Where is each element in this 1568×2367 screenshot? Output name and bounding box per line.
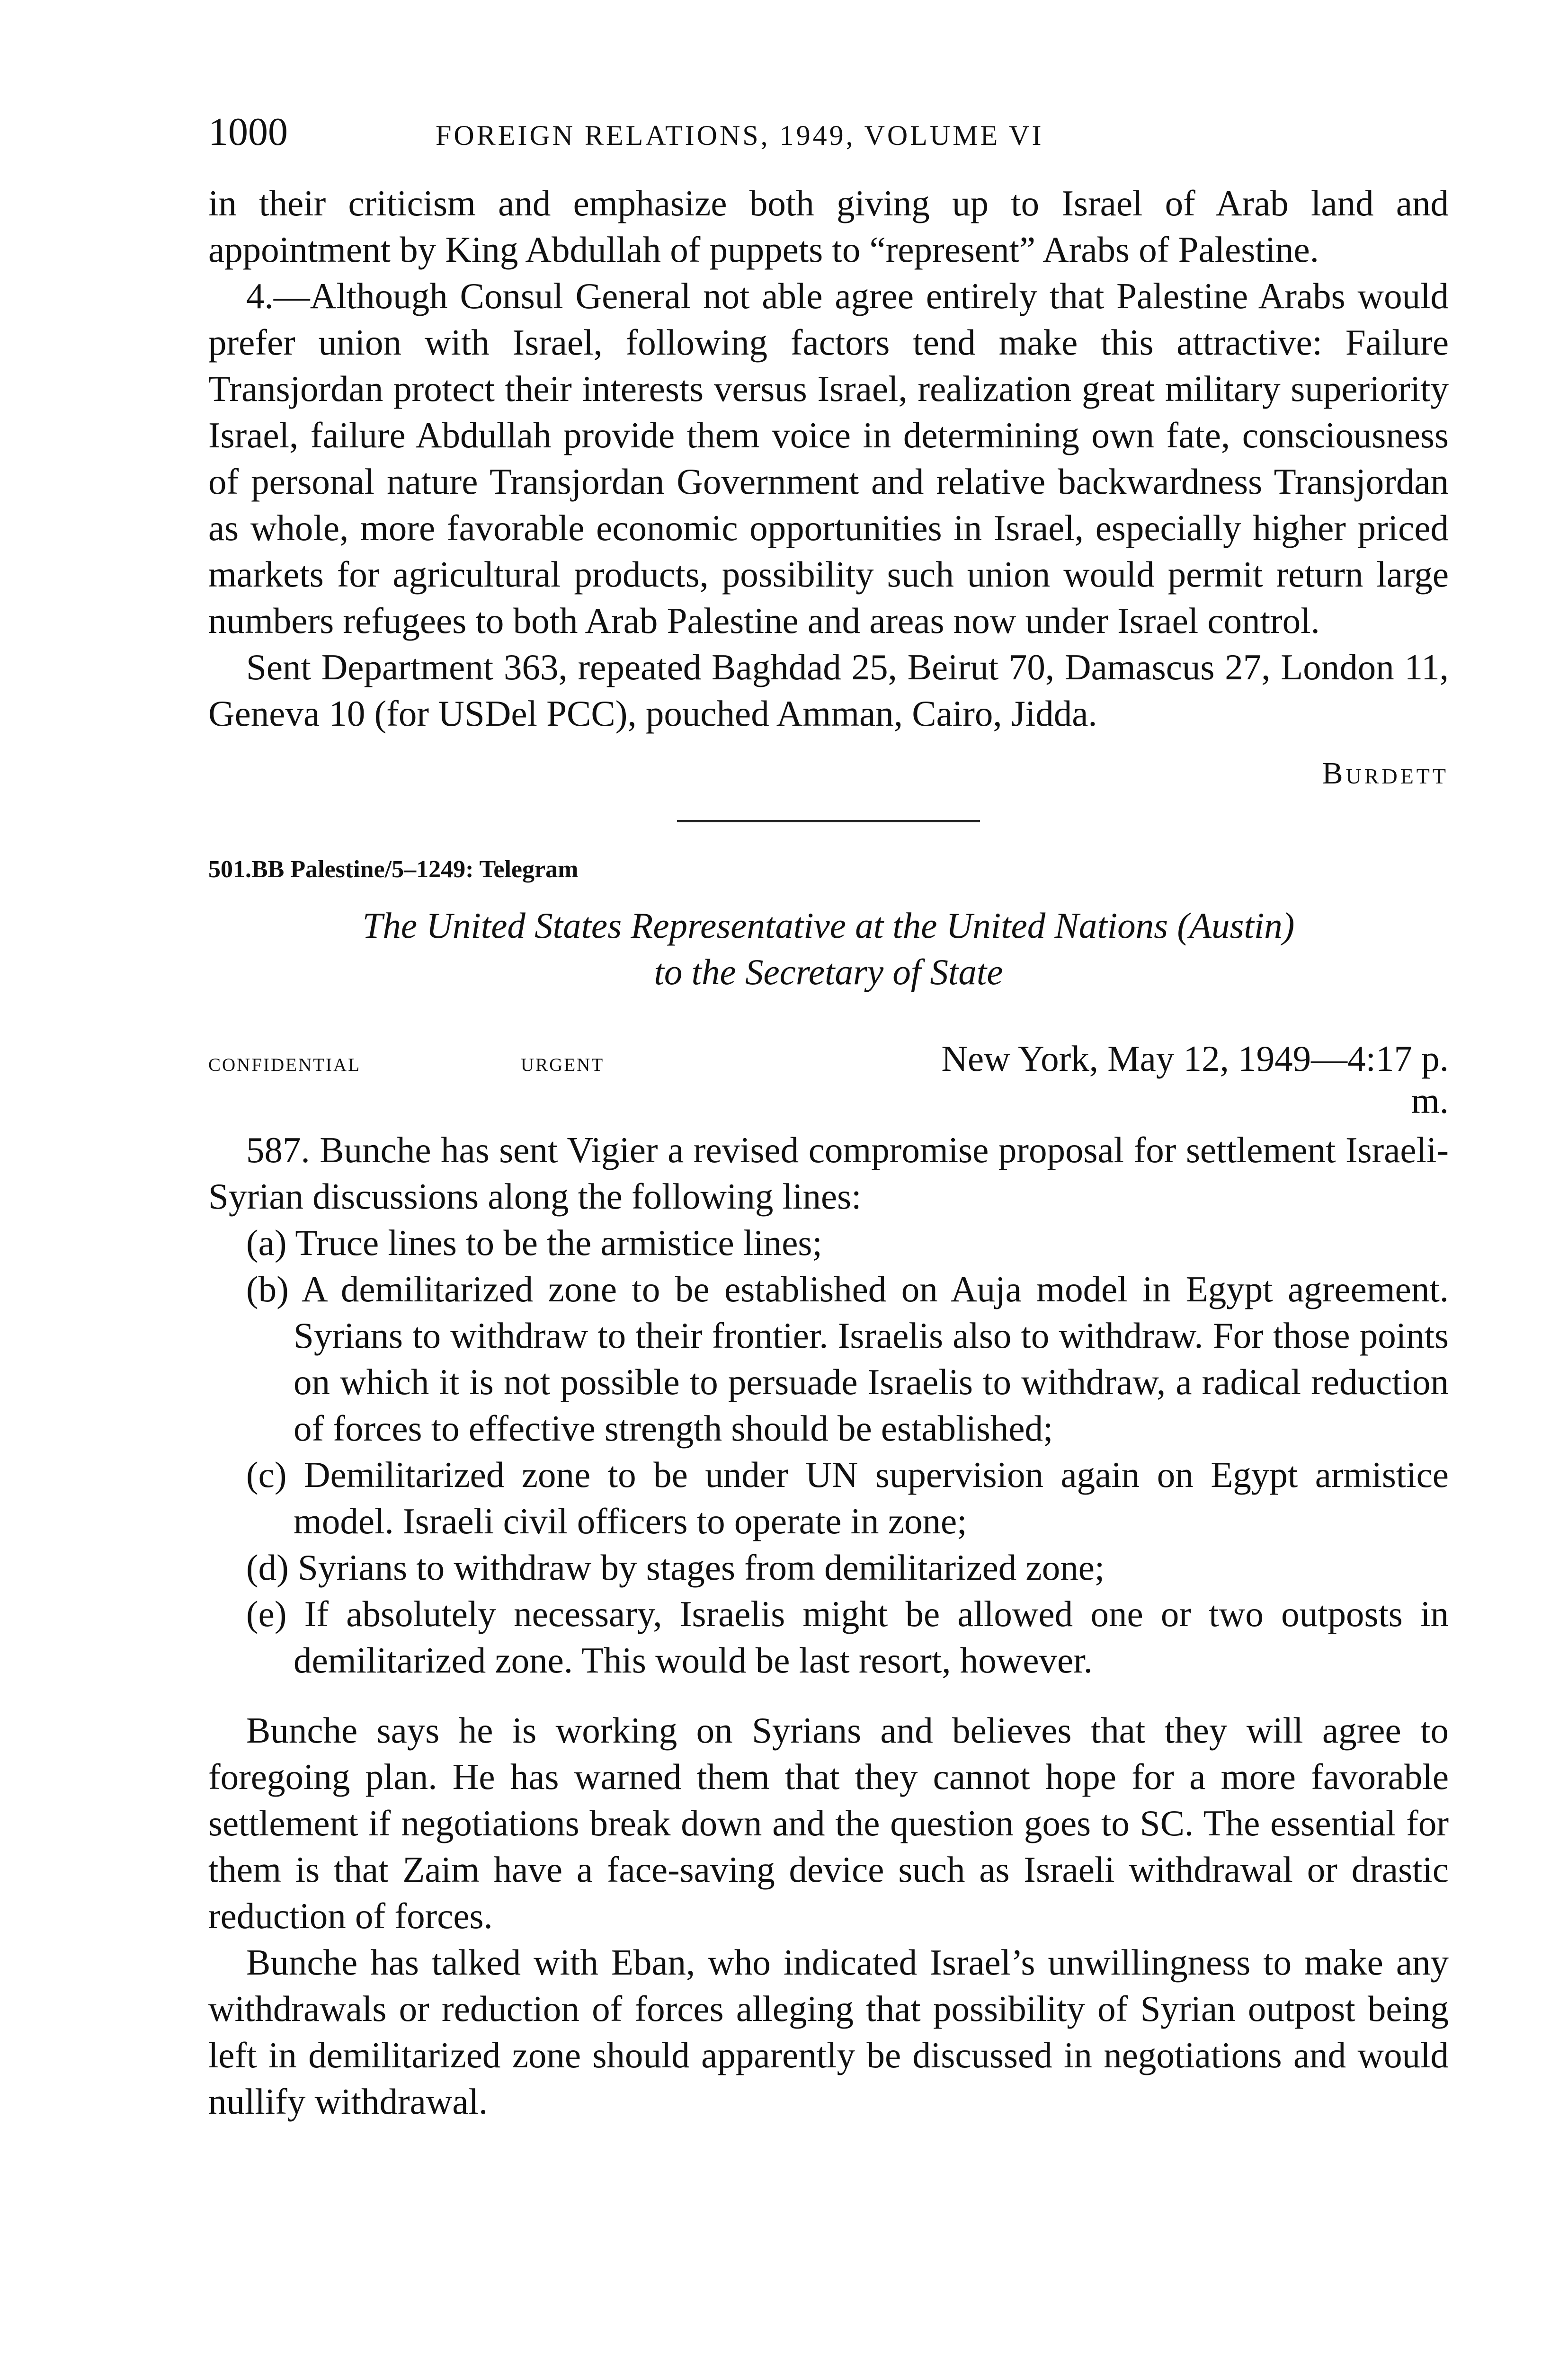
paragraph-4: 4.—Although Consul General not able agree entirely that Palestine Arabs would prefer union with Israel, following factors tend make this attractive: Failure Transjordan protect their interests versus Israel, realization great military superiority Israel, failure Abdullah provide them voice in determining own fate, consciousness of personal nature Transjordan Government and relative backwardness Transjordan as whole, more favorable economic opportunities in Israel, especially higher priced markets for agricultural products, possibility such union would permit return large numbers refugees to both Arab Palestine and areas now under Israel control.: [208, 276, 1449, 641]
dateline: [918, 1038, 1449, 1122]
telegram-intro: 587. Bunche has sent Vigier a revised compromise proposal for settlement Israeli-Syrian discussions along the following lines:: [208, 1130, 1449, 1217]
section-divider: [677, 820, 980, 822]
list-item: (d) Syrians to withdraw by stages from demilitarized zone;: [246, 1547, 1105, 1588]
classification-label: confidential: [208, 1048, 361, 1077]
priority-label: urgent: [521, 1048, 605, 1077]
spacer: [208, 1683, 1449, 1707]
page-number: 1000: [208, 110, 288, 154]
document-page: [208, 109, 1449, 2125]
dateline-text: New York, May 12, 1949—4:17 p. m.: [941, 1038, 1449, 1121]
classification-row: [208, 1038, 1449, 1122]
list-item: (e) If absolutely necessary, Israelis might be allowed one or two outposts in demilitarized zone. This would be last resort, however.: [246, 1593, 1449, 1681]
paragraph-eban: Bunche has talked with Eban, who indicated Israel’s unwillingness to make any withdrawals or reduction of forces alleging that possibility of Syrian outpost being left in demilitarized zone should apparently be discussed in negotiations and would nullify withdrawal.: [208, 1942, 1449, 2122]
paragraph-syrians: Bunche says he is working on Syrians and believes that they will agree to foregoing plan. He has warned them that they cannot hope for a more favorable settlement if negotiations break down and the question goes to SC. The essential for them is that Zaim have a face-saving device such as Israeli withdrawal or drastic reduction of forces.: [208, 1710, 1449, 1936]
document-title-line-1: The United States Representative at the United Nations (Austin): [362, 905, 1295, 946]
running-head-title: FOREIGN RELATIONS, 1949, VOLUME VI: [436, 120, 1044, 151]
signature-burdett: Burdett: [1322, 756, 1449, 791]
list-item: (a) Truce lines to be the armistice lines;: [246, 1222, 822, 1263]
proposal-list: [208, 1219, 1449, 1683]
running-head: [208, 109, 1449, 180]
distribution-paragraph: Sent Department 363, repeated Baghdad 25, Beirut 70, Damascus 27, London 11, Geneva 10 (for USDel PCC), pouched Amman, Cairo, Jidda.: [208, 647, 1449, 734]
document-title: [208, 902, 1449, 995]
document-title-line-2: to the Secretary of State: [654, 952, 1003, 992]
continued-paragraph: in their criticism and emphasize both giving up to Israel of Arab land and appointment by King Abdullah of puppets to “represent” Arabs of Palestine.: [208, 183, 1449, 270]
list-item: (c) Demilitarized zone to be under UN supervision again on Egypt armistice model. Israeli civil officers to operate in zone;: [246, 1454, 1449, 1541]
list-item: (b) A demilitarized zone to be established on Auja model in Egypt agreement. Syrians to withdraw to their frontier. Israelis also to withdraw. For those points on which it is not possible to persuade Israelis to withdraw, a radical reduction of forces to effective strength should be established;: [246, 1269, 1449, 1449]
file-reference: 501.BB Palestine/5–1249: Telegram: [208, 856, 579, 883]
